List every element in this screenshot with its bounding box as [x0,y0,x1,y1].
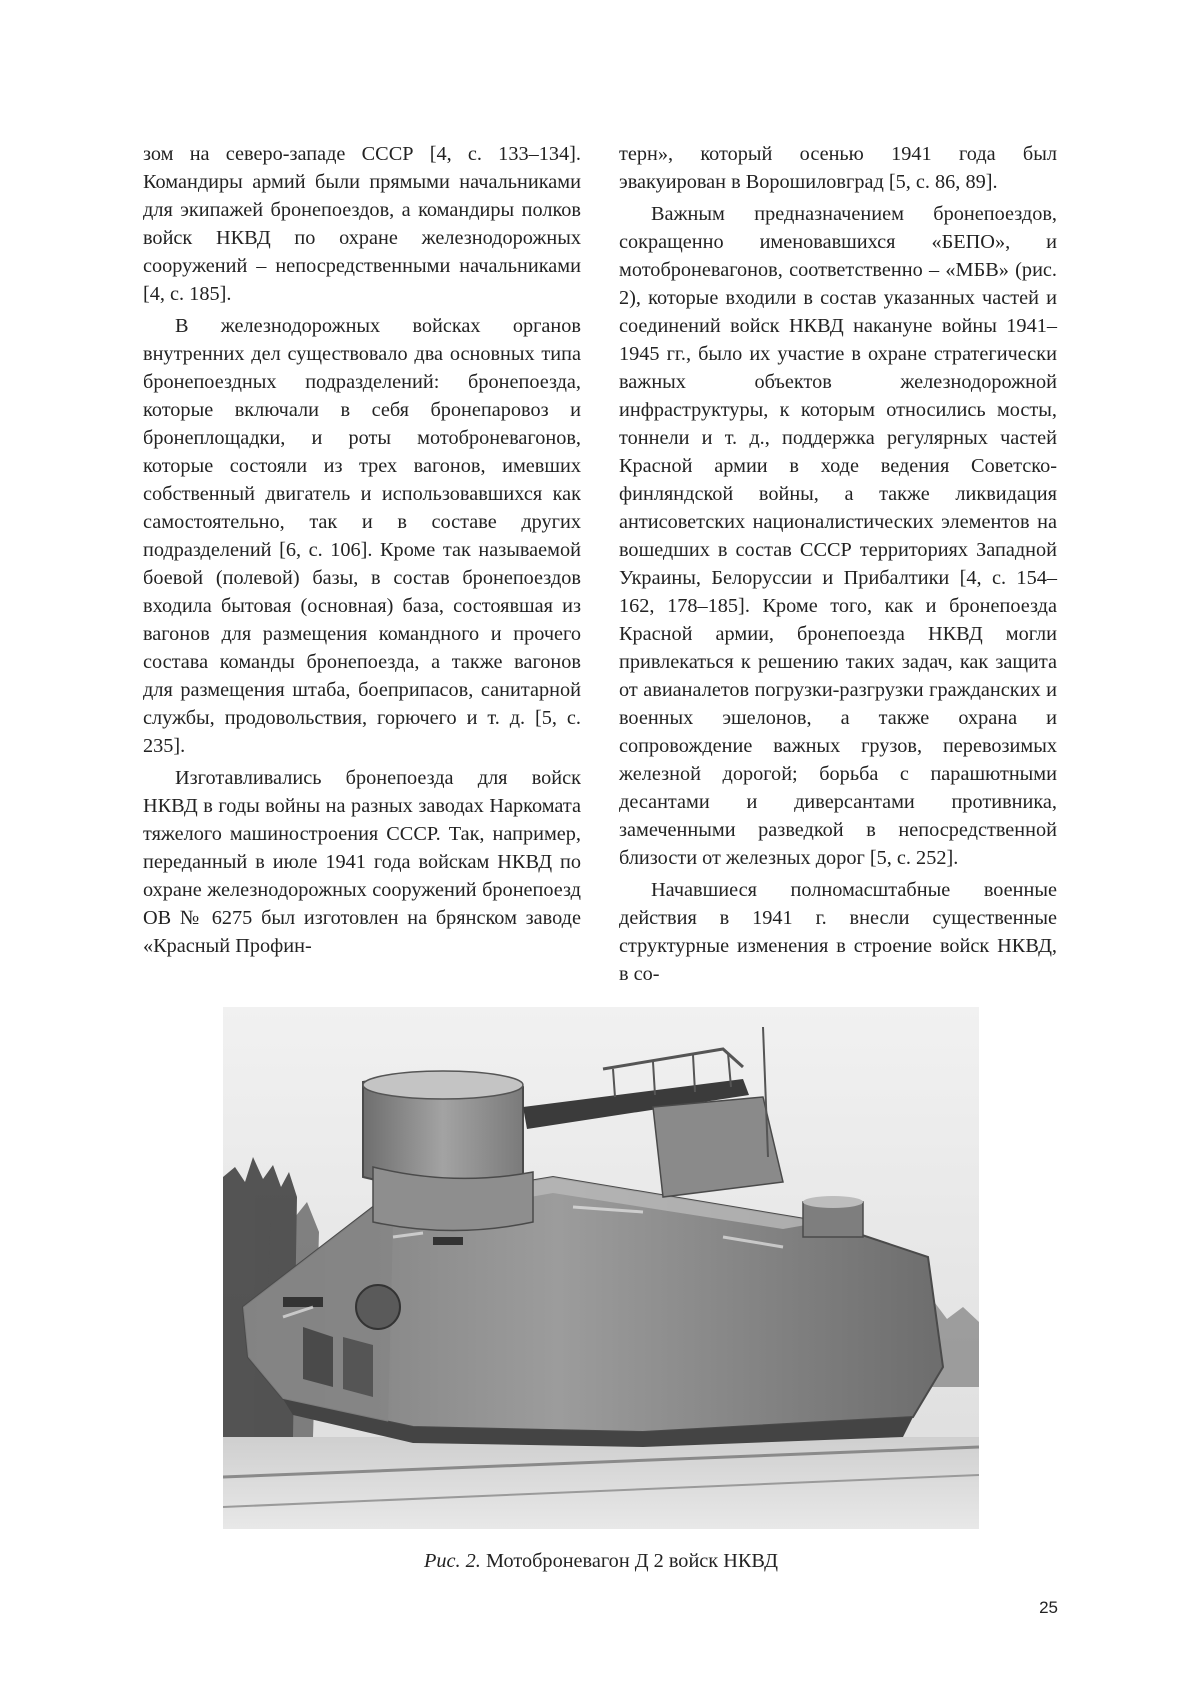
paragraph: В железнодорожных войсках органов внутренних дел существовало два основных типа бронепоездных подразделений: бронепоезда, которые включали в себя бронепаровоз и бронеплощадки, и роты мотоброневагонов, которые состояли из трех вагонов, имевших собственный двигатель и использовавшихся как самостоятельно, так и в составе других подразделений [6, с. 106]. Кроме так называемой боевой (полевой) базы, в состав бронепоездов входила бытовая (основная) база, состоявшая из вагонов для размещения командного и прочего состава команды бронепоезда, а также вагонов для размещения штаба, боеприпасов, санитарной службы, продовольствия, горючего и т. д. [5, с. 235]. [143,312,581,760]
figure-caption-text: Мотоброневагон Д 2 войск НКВД [486,1550,778,1572]
rear-superstructure [653,1097,783,1197]
paragraph: Начавшиеся полномасштабные военные действия в 1941 г. внесли существенные структурные изменения в строение войск НКВД, в со- [619,876,1057,988]
text-column-right [619,140,1057,988]
paragraph: терн», который осенью 1941 года был эвакуирован в Ворошиловград [5, с. 86, 89]. [619,140,1057,196]
viewport [283,1297,323,1307]
page-number: 25 [1039,1598,1058,1618]
text-column-left [143,140,581,960]
armored-railcar-photo [223,1007,979,1529]
paragraph: Важным предназначением бронепоездов, сокращенно именовавшихся «БЕПО», и мотоброневагонов, соответственно – «МБВ» (рис. 2), которые входили в состав указанных частей и соединений войск НКВД накануне войны 1941–1945 гг., было их участие в охране стратегически важных объектов железнодорожной инфраструктуры, к которым относились мосты, тоннели и т. д., поддержка регулярных частей Красной армии в ходе ведения Советско-финляндской войны, а также ликвидация антисоветских националистических элементов на вошедших в состав СССР территориях Западной Украины, Белоруссии и Прибалтики [4, с. 154–162, 178–185]. Кроме того, как и бронепоезда Красной армии, бронепоезда НКВД могли привлекаться к решению таких задач, как защита от авианалетов погрузки-разгрузки гражданских и военных эшелонов, а также охрана и сопровождение важных грузов, перевозимых железной дорогой; борьба с парашютными десантами и диверсантами противника, замеченными разведкой в непосредственной близости от железных дорог [5, с. 252]. [619,200,1057,872]
front-machinery [343,1337,373,1397]
front-machinery [303,1327,333,1387]
figure-caption [223,1548,979,1574]
front-hatch [356,1285,400,1329]
railcar-illustration [223,1007,979,1529]
figure-label: Рис. 2. [424,1550,481,1572]
turret-top [363,1071,523,1099]
paragraph: Изготавливались бронепоезда для войск НКВД в годы войны на разных заводах Наркомата тяжелого машиностроения СССР. Так, например, переданный в июле 1941 года войскам НКВД по охране железнодорожных сооружений бронепоезд ОВ № 6275 был изготовлен на брянском заводе «Красный Профин- [143,764,581,960]
book-page [0,0,1200,1697]
rear-turret-top [803,1196,863,1208]
paragraph: зом на северо-западе СССР [4, с. 133–134]. Командиры армий были прямыми начальниками для экипажей бронепоездов, а командиры полков войск НКВД по охране железнодорожных сооружений – непосредственными начальниками [4, с. 185]. [143,140,581,308]
viewport [433,1237,463,1245]
